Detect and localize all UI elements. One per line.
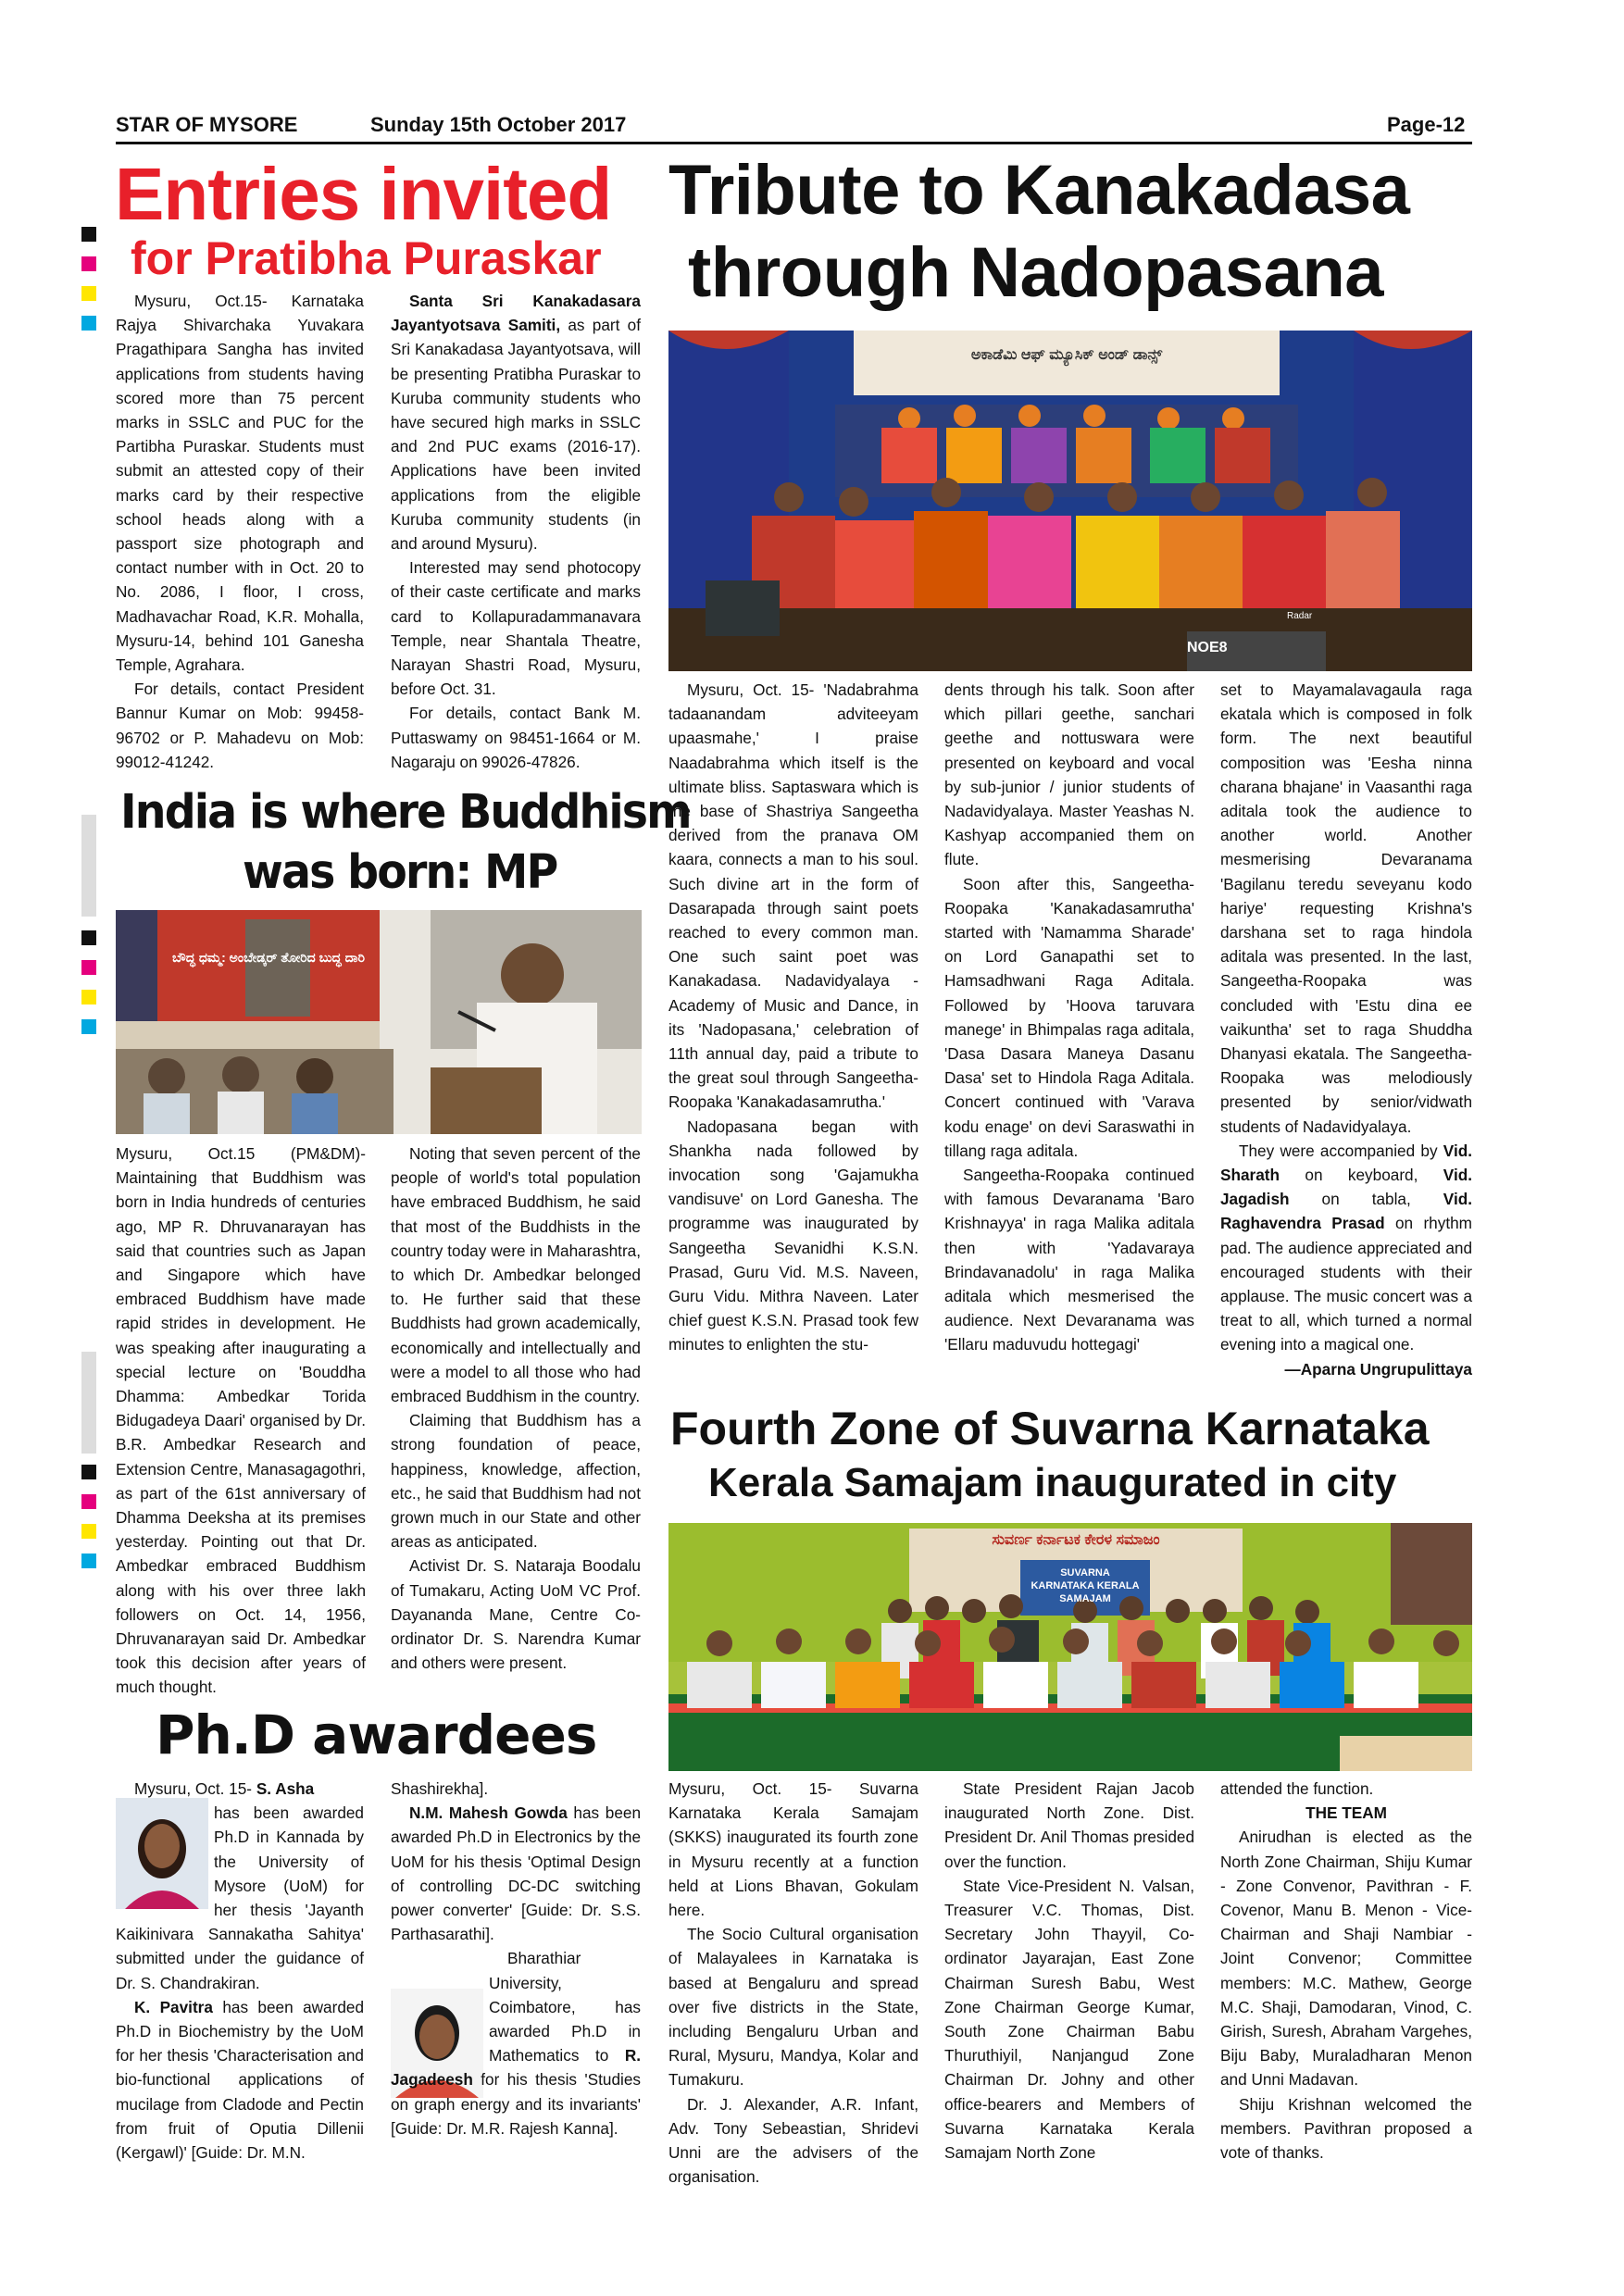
kanaka-stage-banner: ಅಕಾಡೆಮಿ ಆಫ್ ಮ್ಯೂಸಿಕ್ ಅಂಡ್ ಡಾನ್ಸ್ <box>970 347 1163 363</box>
paragraph: attended the function. <box>1220 1779 1374 1798</box>
kerala-banner-text: ಸುವರ್ಣ ಕರ್ನಾಟಕ ಕೇರಳ ಸಮಾಜಂ <box>992 1532 1160 1548</box>
kanaka-stage-photo <box>668 331 1472 671</box>
entries-column-1 <box>116 289 364 774</box>
paragraph: Mysuru, Oct.15- Karnataka Rajya Shivarchaka Yuvakara Pragathipara Sangha has invited applications from students having scored more than 75 percent marks in SSLC and PUC for the Partibha Puraskar. Students must submit an attested copy of their marks card by their respective school heads along with a passport size photograph and contact number with in Oct. 20 to No. 2086, I floor, I cross, Madhavachar Road, K.R. Mohalla, Mysuru-14, behind 101 Ganesha Temple, Agrahara. <box>116 292 364 675</box>
masthead-page-number: Page-12 <box>1387 113 1466 136</box>
kerala-banner-english: SUVARNA KARNATAKA KERALA SAMAJAM <box>1031 1567 1140 1604</box>
paragraph: The Socio Cultural organisation of Malayalees in Karnataka is based at Bengaluru and spread over five districts in the State, including Bengaluru Urban and Rural, Mysuru, Mandya, Kolar and Tumakuru. <box>668 1925 918 2090</box>
paragraph: Sangeetha-Roopaka continued with famous Devaranama 'Baro Krishnayya' in raga Malika aditala then with 'Yadavaraya Brindavanadolu' in raga Malika aditala which mesmerised the audience. Next Devaranama was 'Ellaru maduvudu hottegagi' <box>944 1166 1194 1354</box>
paragraph: State President Rajan Jacob inaugurated North Zone. Dist. President Dr. Anil Thomas presided over the function. <box>944 1779 1194 1871</box>
print-color-marks-middle <box>81 930 96 1034</box>
kerala-headline-line2: Kerala Samajam inaugurated in city <box>708 1460 1397 1505</box>
kerala-column-3 <box>1220 1777 1472 2165</box>
print-color-marks-top <box>81 227 96 331</box>
kanaka-mic-label: Radar <box>1287 611 1313 621</box>
paragraph: dents through his talk. Soon after which pillari geethe, sanchari geethe and nottuswara were presented on keyboard and vocal by sub-junior / junior students of Nadavidyalaya. Master Yeashas N. Kashyap accompanied them on flute. <box>944 680 1194 869</box>
paragraph: Activist Dr. S. Nataraja Boodalu of Tumakaru, Acting UoM VC Prof. Dayananda Mane, Centre Co-ordinator Dr. S. Narendra Kumar and others were present. <box>391 1556 641 1673</box>
paragraph: N.M. Mahesh Gowda has been awarded Ph.D in Electronics by the UoM for his thesis 'Optimal Design of controlling DC-DC switching power converter' [Guide: Dr. S.S. Parthasarathi]. <box>391 1803 641 1944</box>
kerala-column-2 <box>944 1777 1194 2165</box>
paragraph: Mysuru, Oct.15 (PM&DM)- Maintaining that Buddhism was born in India hundreds of centuries ago, MP R. Dhruvanarayan has said that countries such as Japan and Singapore which have embraced Buddhism have made rapid strides in development. He was speaking after inaugurating a special lecture on 'Bouddha Dhamma: Ambedkar Torida Bidugadeya Daari' organised by Dr. B.R. Ambedkar Research and Extension Centre, Manasagagothri, as part of the 61st anniversary of Dhamma Deeksha at its premises yesterday. Pointing out that Dr. Ambedkar embraced Buddhism along with his over three lakh followers on Oct. 14, 1956, Dhruvanarayan said Dr. Ambedkar took this decision after years of much thought. <box>116 1144 366 1697</box>
kanaka-headline-line1: Tribute to Kanakadasa <box>668 151 1410 230</box>
byline: —Aparna Ungrupulittaya <box>1284 1359 1472 1379</box>
masthead-rule <box>116 142 1472 144</box>
entries-column-2 <box>391 289 641 774</box>
print-gray-bar-left-2 <box>81 1352 96 1454</box>
entries-headline-line1: Entries invited <box>115 153 612 235</box>
paragraph: Nadopasana began with Shankha nada followed by invocation song 'Gajamukha vandisuve' on Lord Ganesha. The programme was inaugurated by Sangeetha Sevanidhi K.S.N. Prasad, Guru Vid. M.S. Naveen, Guru Vidu. Mithra Naveen. Later chief guest K.S.N. Prasad took few minutes to enlighten the stu- <box>668 1117 918 1354</box>
paragraph: For details, contact President Bannur Kumar on Mob: 99458-96702 or P. Mahadevu on Mob: 99012-41242. <box>116 680 364 771</box>
phd-headline: Ph.D awardees <box>156 1703 597 1766</box>
kerala-column-1 <box>668 1777 918 2189</box>
awardee-name: N.M. Mahesh Gowda <box>409 1803 568 1823</box>
paragraph: Mysuru, Oct. 15- 'Nadabrahma tadaanandam adviteeyam upaasmahe,' I praise Naadabrahma which itself is the ultimate bliss. Saptaswara which is the base of Shastriya Sangeetha derived from the pranava OM kaara, connects a man to his soul. Such divine art in the form of Dasarapada through saint poets reached to every common man. One such saint poet was Kanakadasa. Nadavidyalaya - Academy of Music and Dance, in its 'Nadopasana,' celebration of 11th annual day, paid a tribute to the great soul through Sangeetha-Roopaka 'Kanakadasamrutha.' <box>668 680 918 1112</box>
kanaka-column-3 <box>1220 678 1472 1381</box>
paragraph: Noting that seven percent of the people of world's total population have embraced Buddhism, he said that most of the Buddhists in the country today were in Maharashtra, to which Dr. Ambedkar belonged to. He further said that these Buddhists had grown academically, economically and intellectually and were a model to all those who had embraced Buddhism in the country. <box>391 1144 641 1406</box>
paragraph: For details, contact Bank M. Puttaswamy on 98451-1664 or M. Nagaraju on 99026-47826. <box>391 704 641 771</box>
paragraph: Interested may send photocopy of their caste certificate and marks card to Kollapuradammanavara Temple, near Shantala Theatre, Narayan Shastri Road, Mysuru, before Oct. 31. <box>391 558 641 699</box>
kanaka-stage-label: NOE8 <box>1187 640 1228 655</box>
masthead-paper-name: STAR OF MYSORE <box>116 113 298 136</box>
buddhism-column-2 <box>391 1142 641 1675</box>
buddhism-column-1 <box>116 1142 366 1700</box>
paragraph: set to Mayamalavagaula raga ekatala which is composed in folk form. The next beautiful composition was 'Eesha ninna charana bhajane' in Vaasanthi raga aditala took the audience to another world. Another mesmerising Devaranama 'Bagilanu teredu seveyanu kodo hariye' requesting Krishna's darshana set to raga hindola aditala was presented. In the last, Sangeetha-Roopaka was concluded with 'Estu dina ee vaikuntha' set to raga Shuddha Dhanyasi ekatala. The Sangeetha-Roopaka was melodiously presented by senior/vidwath students of Nadavidyalaya. <box>1220 680 1472 1136</box>
paragraph: Soon after this, Sangeetha-Roopaka 'Kanakadasamrutha' started with 'Namamma Sharade' on Lord Ganapathi set to Hamsadhwani Raga Aditala. Followed by 'Hoova taruvara manege' in Bhimpalas raga aditala, 'Dasa Dasara Maneya Dasanu Dasa' set to Hindola Raga Aditala. Concert continued with 'Varava kodu enage' on devi Saraswathi in tillang raga aditala. <box>944 874 1194 1160</box>
paragraph: Dr. J. Alexander, A.R. Infant, Adv. Tony Sebeastian, Shridevi Unni are the advisers of the organisation. <box>668 2094 918 2187</box>
paragraph: Santa Sri Kanakadasara Jayantyotsava Samiti, as part of Sri Kanakadasa Jayantyotsava, will be presenting Pratibha Puraskar to Kuruba community students who have secured high marks in SSLC and 2nd PUC exams (2016-17). Applications have been invited applications from the eligible Kuruba community students (in and around Mysuru). <box>391 292 641 554</box>
phd-column-2 <box>391 1777 641 2140</box>
paragraph: Claiming that Buddhism has a strong foundation of peace, happiness, knowledge, affection, etc., he said that Buddhism had not grown much in our State and other areas as anticipated. <box>391 1411 641 1552</box>
paragraph: Mysuru, Oct. 15- S. Asha <box>134 1779 315 1798</box>
paragraph: They were accompanied by Vid. Sharath on keyboard, Vid. Jagadish on tabla, Vid. Raghavendra Prasad on rhythm pad. The audience appreciated and encouraged students with their applause. The music concert was a treat to all, which turned a normal evening into a magical one. <box>1220 1141 1472 1354</box>
buddhism-headline-line2: was born: MP <box>243 845 557 900</box>
kerala-headline-line1: Fourth Zone of Suvarna Karnataka <box>670 1403 1430 1454</box>
kanaka-column-2 <box>944 678 1194 1357</box>
paragraph: Mysuru, Oct. 15- Suvarna Karnataka Kerala Samajam (SKKS) inaugurated its fourth zone in Mysuru recently at a function held at Lions Bhavan, Gokulam here. <box>668 1779 918 1920</box>
phd-column-1 <box>116 1777 364 2165</box>
paragraph: Anirudhan is elected as the North Zone Chairman, Shiju Kumar - Zone Convenor, Pavithran - F. Covenor, Manu B. Menon - Vice-Chairman and Shaji Nambiar - Joint Convenor; Committee members: M.C. Mathew, George M.C. Shaji, Damodaran, Vinod, C. Girish, Suresh, Abraham Vargehes, Biju Baby, Muraladharan Menon and Unni Madavan. <box>1220 1828 1472 2090</box>
entries-headline-line2: for Pratibha Puraskar <box>131 232 602 284</box>
paragraph: State Vice-President N. Valsan, Treasurer V.C. Thomas, Dist. Secretary John Thayyil, Co-ordinator Jayarajan, East Zone Chairman Suresh Babu, West Zone Chairman George Kumar, South Zone Chairman Babu Thuruthiyil, Nanjangud Zone Chairman Dr. Johny and other office-bearers and Members of Suvarna Karnataka Kerala Samajam North Zone <box>944 1876 1194 2163</box>
paragraph: Shiju Krishnan welcomed the members. Pavithran proposed a vote of thanks. <box>1220 2094 1472 2163</box>
kerala-group-photo <box>668 1523 1472 1771</box>
buddhism-banner-text: ಬೌದ್ಧ ಧಮ್ಮ: ಅಂಬೇಡ್ಕರ್ ತೋರಿದ ಬುದ್ಧ ದಾರಿ <box>172 950 365 965</box>
kanaka-column-1 <box>668 678 918 1357</box>
team-subhead: THE TEAM <box>1305 1803 1387 1823</box>
buddhism-headline-line1: India is where Buddhism <box>120 785 691 840</box>
samiti-name: Santa Sri Kanakadasara Jayantyotsava Samiti, <box>391 292 641 335</box>
kanaka-headline-line2: through Nadopasana <box>688 233 1384 312</box>
paragraph: Shashirekha]. <box>391 1779 489 1798</box>
awardee-name: R. Jagadeesh <box>391 2046 641 2090</box>
awardee-name: K. Pavitra <box>134 1997 213 2016</box>
paragraph: has been awarded Ph.D in Kannada by the University of Mysore (UoM) for her thesis 'Jayanth Kaikinivara Sannakatha Sahitya' submitted under the guidance of Dr. S. Chandrakiran. <box>116 1803 364 1992</box>
paragraph: Bharathiar University, Coimbatore, has awarded Ph.D in Mathematics to R. Jagadeesh for his thesis 'Studies on graph energy and its invariants' [Guide: Dr. M.R. Rajesh Kanna]. <box>391 1949 641 2138</box>
buddhism-photo <box>116 910 642 1134</box>
print-gray-bar-left <box>81 815 96 917</box>
masthead-date: Sunday 15th October 2017 <box>370 113 627 136</box>
print-color-marks-bottom <box>81 1465 96 1568</box>
awardee-name: S. Asha <box>256 1779 315 1798</box>
paragraph: K. Pavitra has been awarded Ph.D in Biochemistry by the UoM for her thesis 'Characterisation and bio-functional applications of mucilage from Cladode and Pectin from fruit of Oputia Dillenii (Kergawl)' [Guide: Dr. M.N. <box>116 1997 364 2163</box>
